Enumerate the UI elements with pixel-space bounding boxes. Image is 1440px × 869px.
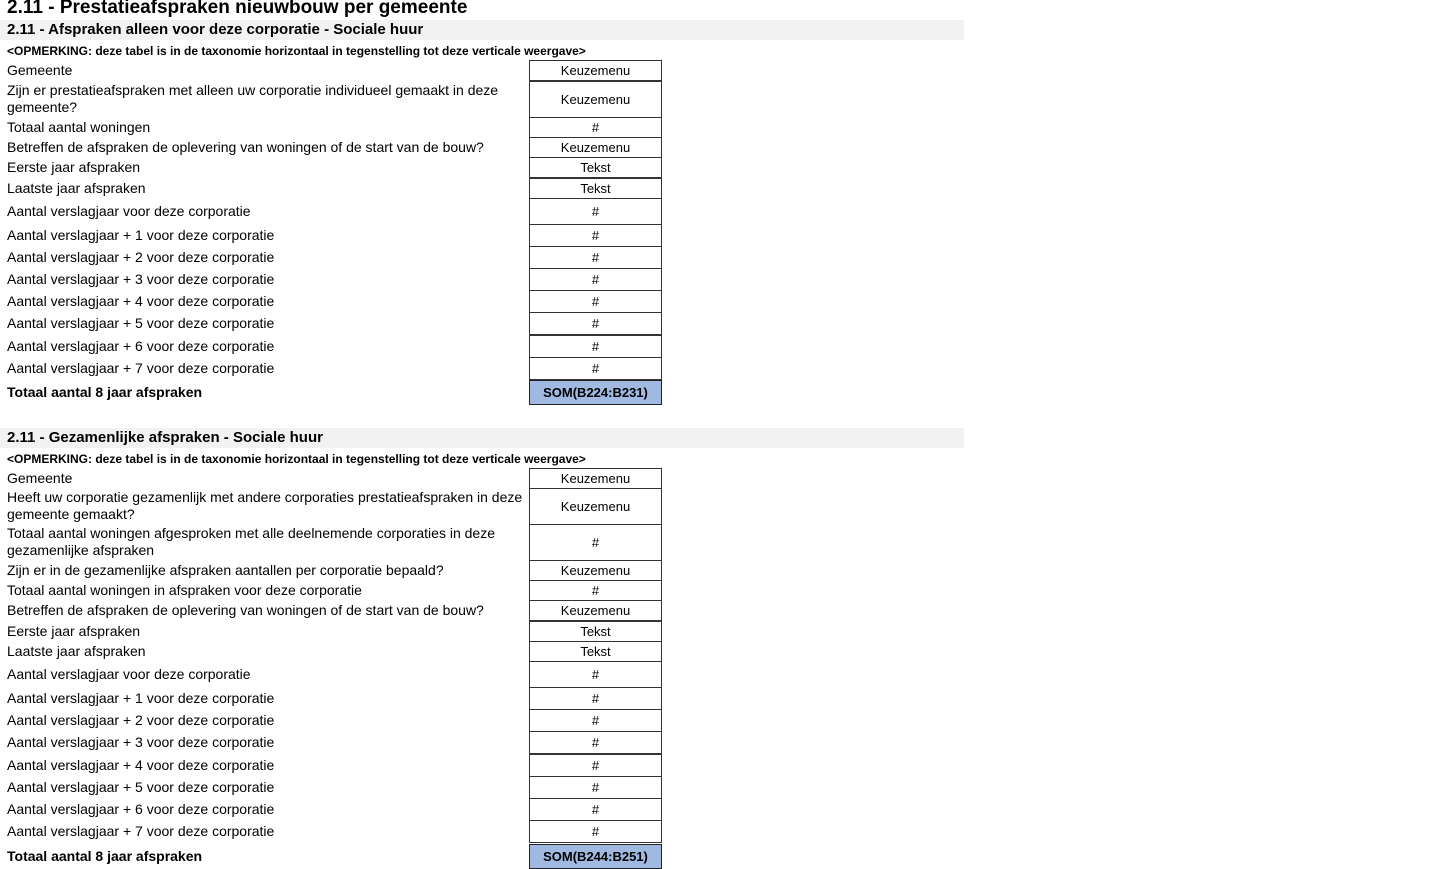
input-cell[interactable]: Keuzemenu: [529, 60, 662, 81]
row-label: Aantal verslagjaar + 7 voor deze corporatie: [7, 822, 275, 839]
row-label: Aantal verslagjaar + 6 voor deze corporatie: [7, 337, 275, 354]
input-cell[interactable]: #: [529, 731, 662, 754]
row-label: Aantal verslagjaar + 4 voor deze corporatie: [7, 756, 275, 773]
input-cell[interactable]: Keuzemenu: [529, 468, 662, 489]
input-cell[interactable]: Keuzemenu: [529, 137, 662, 158]
input-cell[interactable]: #: [529, 687, 662, 710]
row-label: Aantal verslagjaar + 6 voor deze corporatie: [7, 800, 275, 817]
row-label: Aantal verslagjaar + 5 voor deze corporatie: [7, 314, 275, 331]
page-title: 2.11 - Prestatieafspraken nieuwbouw per gemeente: [7, 0, 468, 18]
input-cell[interactable]: #: [529, 820, 662, 843]
input-cell[interactable]: Keuzemenu: [529, 81, 662, 118]
total-row-label: Totaal aantal 8 jaar afspraken: [7, 383, 203, 400]
input-cell[interactable]: #: [529, 580, 662, 601]
row-label: Betreffen de afspraken de oplevering van woningen of de start van de bouw?: [7, 138, 484, 155]
remark-text: <OPMERKING: deze tabel is in de taxonomie horizontaal in tegenstelling tot deze verticale weergave>: [7, 44, 586, 58]
row-label: Totaal aantal woningen afgesproken met alle deelnemende corporaties in deze gezamenlijke afspraken: [7, 525, 495, 558]
sum-formula-cell: SOM(B244:B251): [529, 844, 662, 869]
input-cell[interactable]: #: [529, 312, 662, 335]
input-cell[interactable]: Keuzemenu: [529, 488, 662, 525]
input-cell[interactable]: Tekst: [529, 178, 662, 199]
input-cell[interactable]: #: [529, 335, 662, 358]
input-cell[interactable]: #: [529, 268, 662, 291]
input-cell[interactable]: #: [529, 754, 662, 777]
section-title: 2.11 - Gezamenlijke afspraken - Sociale huur: [7, 429, 323, 446]
row-label: Aantal verslagjaar voor deze corporatie: [7, 665, 251, 682]
row-label: Betreffen de afspraken de oplevering van woningen of de start van de bouw?: [7, 601, 484, 618]
input-cell[interactable]: #: [529, 198, 662, 225]
row-label: Aantal verslagjaar voor deze corporatie: [7, 202, 251, 219]
row-label: Eerste jaar afspraken: [7, 158, 141, 175]
row-label: Zijn er in de gezamenlijke afspraken aantallen per corporatie bepaald?: [7, 561, 444, 578]
input-cell[interactable]: #: [529, 357, 662, 380]
total-row-label: Totaal aantal 8 jaar afspraken: [7, 847, 203, 864]
row-label: Heeft uw corporatie gezamenlijk met andere corporaties prestatieafspraken in deze gemeente gemaakt?: [7, 489, 523, 522]
row-label: Totaal aantal woningen in afspraken voor deze corporatie: [7, 581, 362, 598]
row-label: Zijn er prestatieafspraken met alleen uw corporatie individueel gemaakt in deze gemeente?: [7, 82, 499, 115]
input-cell[interactable]: #: [529, 290, 662, 313]
row-label: Aantal verslagjaar + 4 voor deze corporatie: [7, 292, 275, 309]
input-cell[interactable]: Tekst: [529, 157, 662, 178]
input-cell[interactable]: #: [529, 524, 662, 561]
row-label: Gemeente: [7, 61, 73, 78]
section-title: 2.11 - Afspraken alleen voor deze corporatie - Sociale huur: [7, 21, 424, 38]
input-cell[interactable]: #: [529, 709, 662, 732]
row-label: Aantal verslagjaar + 3 voor deze corporatie: [7, 733, 275, 750]
row-label: Gemeente: [7, 469, 73, 486]
input-cell[interactable]: #: [529, 798, 662, 821]
input-cell[interactable]: #: [529, 117, 662, 138]
row-label: Aantal verslagjaar + 2 voor deze corporatie: [7, 711, 275, 728]
input-cell[interactable]: #: [529, 776, 662, 799]
row-label: Aantal verslagjaar + 2 voor deze corporatie: [7, 248, 275, 265]
sum-formula-cell: SOM(B224:B231): [529, 380, 662, 405]
row-label: Laatste jaar afspraken: [7, 642, 146, 659]
section-header-individual: [0, 20, 964, 40]
remark-text: <OPMERKING: deze tabel is in de taxonomie horizontaal in tegenstelling tot deze verticale weergave>: [7, 452, 586, 466]
row-label: Aantal verslagjaar + 3 voor deze corporatie: [7, 270, 275, 287]
row-label: Aantal verslagjaar + 7 voor deze corporatie: [7, 359, 275, 376]
row-label: Eerste jaar afspraken: [7, 622, 141, 639]
row-label: Aantal verslagjaar + 1 voor deze corporatie: [7, 689, 275, 706]
row-label: Aantal verslagjaar + 5 voor deze corporatie: [7, 778, 275, 795]
row-label: Aantal verslagjaar + 1 voor deze corporatie: [7, 226, 275, 243]
input-cell[interactable]: Tekst: [529, 641, 662, 662]
input-cell[interactable]: Tekst: [529, 621, 662, 642]
input-cell[interactable]: #: [529, 246, 662, 269]
section-header-joint: [0, 428, 964, 448]
row-label: Laatste jaar afspraken: [7, 179, 146, 196]
input-cell[interactable]: Keuzemenu: [529, 560, 662, 581]
input-cell[interactable]: #: [529, 224, 662, 247]
row-label: Totaal aantal woningen: [7, 118, 151, 135]
input-cell[interactable]: #: [529, 661, 662, 688]
input-cell[interactable]: Keuzemenu: [529, 600, 662, 621]
